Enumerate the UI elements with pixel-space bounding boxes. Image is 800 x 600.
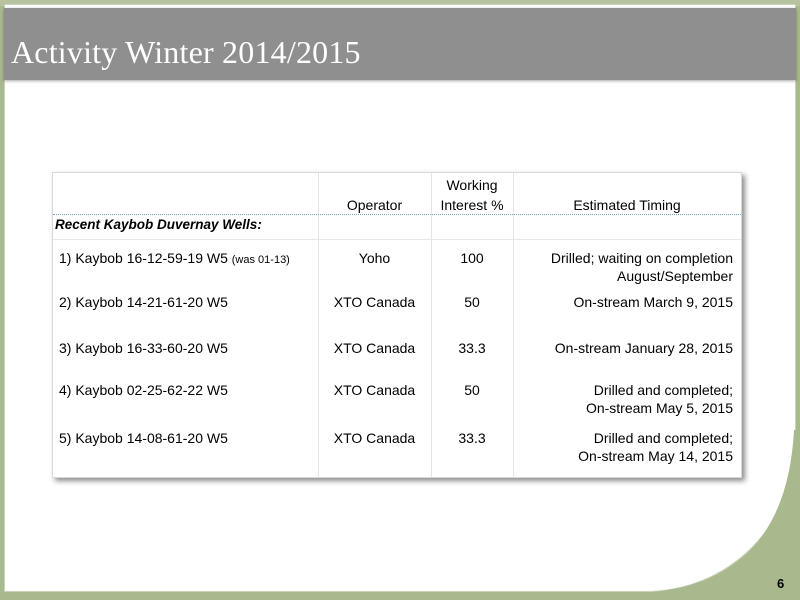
operator-cell: XTO Canada [333,382,416,398]
interest-cell: 33.3 [458,340,486,356]
header-working-interest-line1: Working [446,177,498,193]
operator-cell: XTO Canada [333,430,416,446]
timing-cell-line1: Drilled; waiting on completion [550,250,733,266]
well-name-text: 1) Kaybob 16-12-59-19 W5 [59,250,228,266]
interest-cell: 50 [464,382,480,398]
section-divider [53,239,741,240]
timing-cell-line1: Drilled and completed; [593,430,733,446]
well-name: 2) Kaybob 14-21-61-20 W5 [59,294,228,310]
operator-cell: XTO Canada [333,340,416,356]
interest-cell: 50 [464,294,480,310]
timing-cell-line2: On-stream May 5, 2015 [585,400,733,416]
well-name: 3) Kaybob 16-33-60-20 W5 [59,340,228,356]
well-note: (was 01-13) [231,254,290,266]
interest-cell: 33.3 [458,430,486,446]
header-estimated-timing: Estimated Timing [573,197,681,213]
interest-cell: 100 [460,250,484,266]
timing-cell-line1: On-stream March 9, 2015 [573,294,733,310]
header-working-interest-line2: Interest % [440,197,504,213]
well-name [59,248,290,270]
slide-title: Activity Winter 2014/2015 [11,34,361,70]
timing-cell-line1: On-stream January 28, 2015 [554,340,733,356]
timing-cell-line2: On-stream May 14, 2015 [578,448,733,464]
operator-cell: XTO Canada [333,294,416,310]
timing-cell-line1: Drilled and completed; [593,382,733,398]
title-bar [4,8,796,80]
well-name: 5) Kaybob 14-08-61-20 W5 [59,430,228,446]
operator-cell: Yoho [358,250,391,266]
section-label: Recent Kaybob Duvernay Wells: [55,217,262,232]
header-operator: Operator [346,197,403,213]
wells-table [52,172,742,478]
well-name: 4) Kaybob 02-25-62-22 W5 [59,382,228,398]
page-number: 6 [777,576,785,591]
timing-cell-line2: August/September [617,268,733,284]
